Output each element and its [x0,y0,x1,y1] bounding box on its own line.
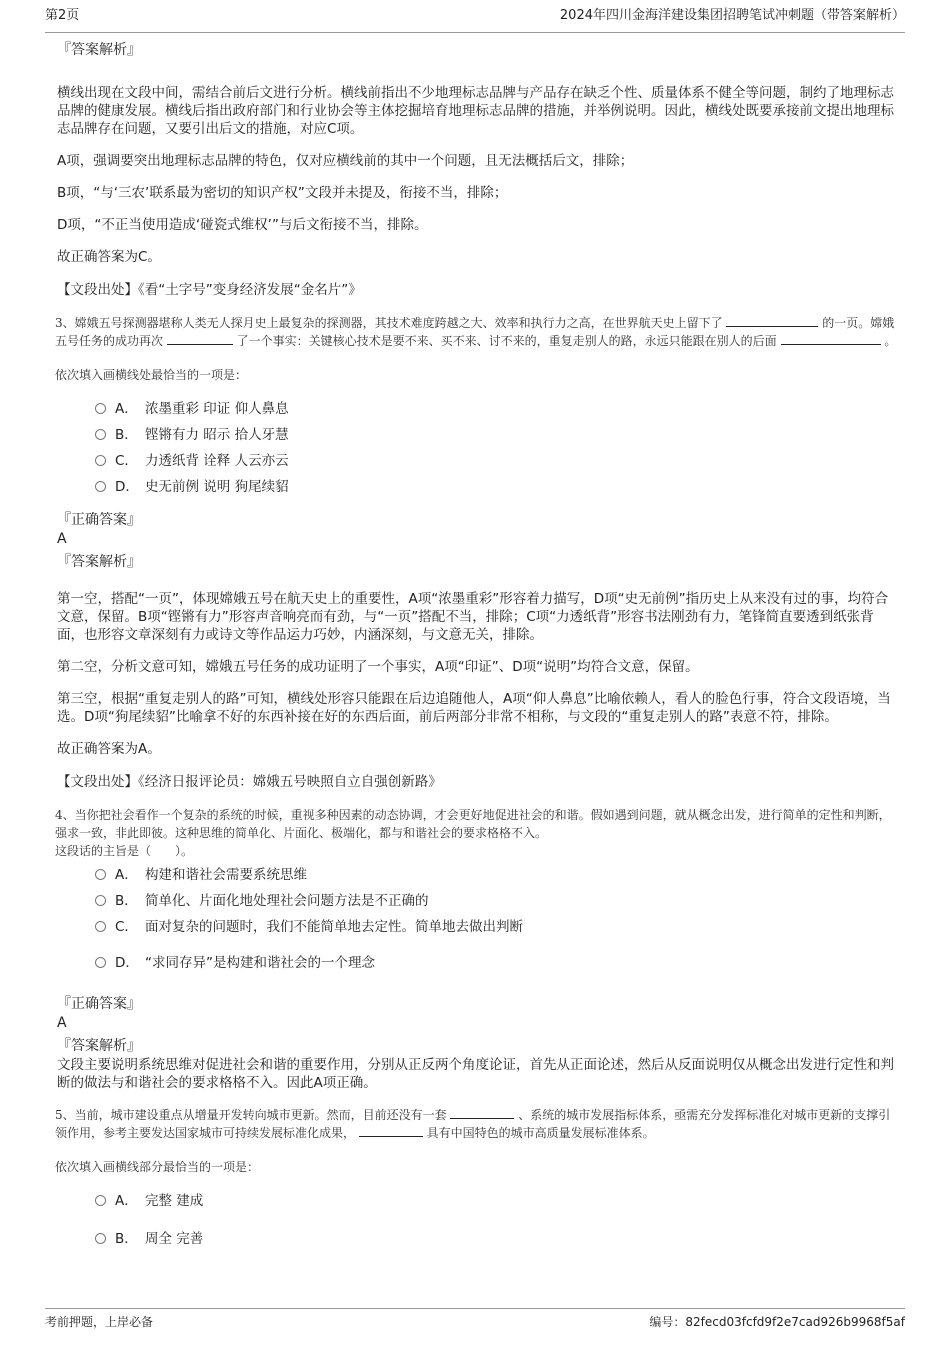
q5-blank-2 [359,1124,423,1137]
q4-correct-label: 『正确答案』 [57,996,141,1012]
radio-circle-icon[interactable] [95,429,106,440]
q4-option-d[interactable]: D． “求同存异”是构建和谐社会的一个理念 [95,950,898,976]
q3-option-a[interactable]: A． 浓墨重彩 印证 仰人鼻息 [95,396,898,422]
q3-blank-3 [781,332,881,345]
q5-options [95,1188,898,1252]
q3-analysis-para-3: 第三空，根据“重复走别人的路”可知，横线处形容只能跟在后边追随他人，A项“仰人鼻息”比喻依赖人，看人的脸色行事，符合文段语境，当选。D项“狗尾续貂”比喻拿不好的东西补接在好的东西后面，前后两部分非常不相称，与文段的“重复走别人的路”表意不符，排除。 [57,691,891,725]
radio-circle-icon[interactable] [95,869,106,880]
q3-blank-2 [167,332,233,345]
q4-stem: 4、当你把社会看作一个复杂的系统的时候，重视多种因素的动态协调，才会更好地促进社会的和谐。假如遇到问题，就从概念出发，进行简单的定性和判断，强求一致，非此即彼。这种思维的简单化、片面化、极端化，都与和谐社会的要求格格不入。 [55,808,891,840]
q3-option-d[interactable]: D． 史无前例 说明 狗尾续貂 [95,474,898,500]
q5-stem-part-2: 、系统的城市发展指标体系，亟需充分发挥标准化对城市更新的支撑引领作用，参考主要发达国家城市可持续发展标准化成果， [55,1108,891,1140]
q3-options [95,396,898,500]
q3-stem-part-1: 3、嫦娥五号探测器堪称人类无人探月史上最复杂的探测器，其技术难度跨越之大、效率和执行力之高，在世界航天史上留下了 [55,316,723,330]
radio-circle-icon[interactable] [95,1195,106,1206]
q5-prompt: 依次填入画横线部分最恰当的一项是： [55,1160,260,1174]
radio-circle-icon[interactable] [95,481,106,492]
q2-analysis-label: 『答案解析』 [57,42,141,58]
q3-prompt: 依次填入画横线处最恰当的一项是： [55,368,248,382]
q4-option-c[interactable]: C． 面对复杂的问题时，我们不能简单地去定性。简单地去做出判断 [95,914,898,940]
radio-circle-icon[interactable] [95,1233,106,1244]
q3-conclusion: 故正确答案为A。 [57,741,161,757]
radio-circle-icon[interactable] [95,895,106,906]
page-header [45,0,905,33]
document-code: 编号：82fecd03fcfd9f2e7cad926b9968f5af [649,1315,905,1329]
q3-stem-part-2: 的一页。嫦娥五号任务的成功再次 [55,316,895,348]
q2-source: 【文段出处】《看“土字号”变身经济发展“金名片”》 [57,282,362,298]
footer-slogan: 考前押题，上岸必备 [45,1315,154,1329]
q5-stem-part-3: 具有中国特色的城市高质量发展标准体系。 [426,1126,655,1140]
radio-circle-icon[interactable] [95,921,106,932]
q4-correct-answer: A [57,1015,67,1031]
q5-option-b[interactable]: B． 周全 完善 [95,1226,898,1252]
radio-circle-icon[interactable] [95,957,106,968]
q4-question: 这段话的主旨是（ ）。 [55,844,194,858]
q5-stem-part-1: 5、当前，城市建设重点从增量开发转向城市更新。然而，目前还没有一套 [55,1108,447,1122]
q3-analysis-label: 『答案解析』 [57,554,141,570]
q3-analysis-para-2: 第二空，分析文意可知，嫦娥五号任务的成功证明了一个事实，A项“印证”、D项“说明”均符合文意，保留。 [57,659,699,675]
q3-blank-1 [726,314,818,327]
q4-option-b[interactable]: B． 简单化、片面化地处理社会问题方法是不正确的 [95,888,898,914]
q4-analysis: 文段主要说明系统思维对促进社会和谐的重要作用，分别从正反两个角度论证，首先从正面论述，然后从反面说明仅从概念出发进行定性和判断的做法与和谐社会的要求格格不入。因此A项正确。 [57,1057,894,1091]
q2-analysis-para-1: 横线出现在文段中间，需结合前后文进行分析。横线前指出不少地理标志品牌与产品存在缺乏个性、质量体系不健全等问题，制约了地理标志品牌的健康发展。横线后指出政府部门和行业协会等主体挖掘培育地理标志品牌的措施，并举例说明。因此，横线处既要承接前文提出地理标志品牌存在问题，又要引出后文的措施，对应C项。 [57,85,894,137]
page-number: 第2页 [45,8,80,23]
q3-correct-answer: A [57,531,67,547]
q3-stem-part-3: 了一个事实：关键核心技术是要不来、买不来、讨不来的，重复走别人的路，永远只能跟在别人的后面 [236,334,777,348]
q3-correct-label: 『正确答案』 [57,512,141,528]
q4-options [95,862,898,976]
q5-stem [55,1106,898,1142]
document-title: 2024年四川金海洋建设集团招聘笔试冲刺题（带答案解析） [559,8,905,23]
q2-analysis-para-3: B项，“与‘三农’联系最为密切的知识产权”文段并未提及，衔接不当，排除； [57,185,508,201]
q3-option-c[interactable]: C． 力透纸背 诠释 人云亦云 [95,448,898,474]
q2-conclusion: 故正确答案为C。 [57,249,161,265]
q4-option-a[interactable]: A． 构建和谐社会需要系统思维 [95,862,898,888]
q3-stem-part-4: 。 [884,334,897,348]
q5-option-a[interactable]: A． 完整 建成 [95,1188,898,1214]
q3-stem [55,314,898,350]
q5-blank-1 [450,1106,514,1119]
q2-analysis-para-4: D项，“不正当使用造成‘碰瓷式维权’”与后文衔接不当，排除。 [57,217,428,233]
q3-source: 【文段出处】《经济日报评论员：嫦娥五号映照自立自强创新路》 [57,774,442,790]
radio-circle-icon[interactable] [95,455,106,466]
q2-analysis-para-2: A项，强调要突出地理标志品牌的特色，仅对应横线前的其中一个问题，且无法概括后文，排除； [57,153,634,169]
q4-analysis-label: 『答案解析』 [57,1038,141,1054]
document-body [55,40,898,1262]
page-footer [45,1308,905,1339]
radio-circle-icon[interactable] [95,403,106,414]
q3-analysis-para-1: 第一空，搭配“一页”，体现嫦娥五号在航天史上的重要性，A项“浓墨重彩”形容着力描写，D项“史无前例”指历史上从来没有过的事，均符合文意，保留。B项“铿锵有力”形容声音响亮而有劲，与“一页”搭配不当，排除；C项“力透纸背”形容书法刚劲有力，笔锋简直要透到纸张背面，也形容文章深刻有力或诗文等作品运力巧妙，内涵深刻，与文意无关，排除。 [57,591,889,643]
q3-option-b[interactable]: B． 铿锵有力 昭示 拾人牙慧 [95,422,898,448]
